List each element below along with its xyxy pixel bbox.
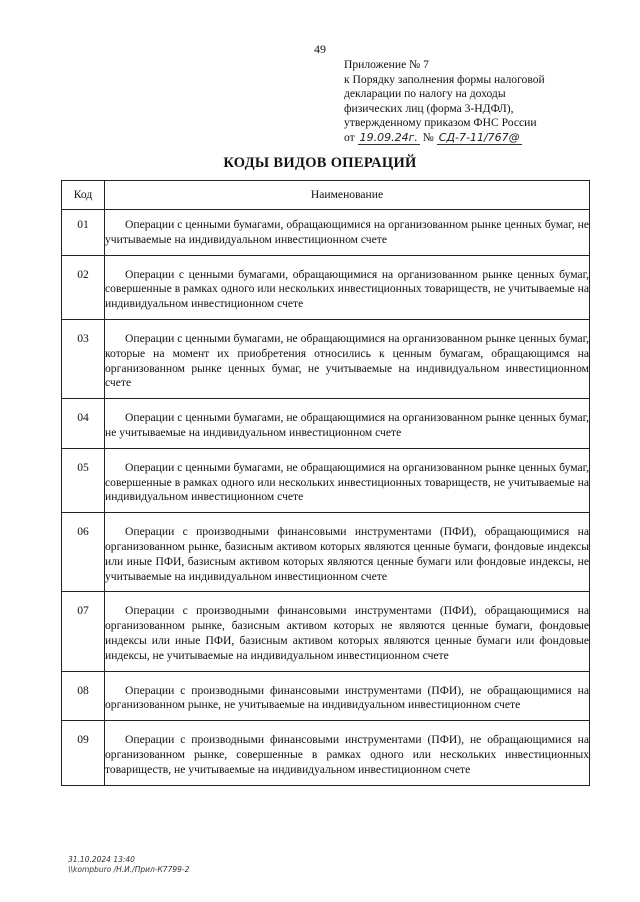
operation-name: Операции с ценными бумагами, обращающимися на организованном рынке ценных бумаг, не учитываемые на индивидуальном инвестиционном счете — [105, 218, 589, 246]
table-row — [62, 513, 590, 592]
from-label: от — [344, 130, 355, 144]
code-column-header: Код — [62, 181, 105, 210]
operation-name: Операции с производными финансовыми инструментами (ПФИ), не обращающимися на организованном рынке, не учитываемые на индивидуальном инвестиционном счете — [105, 683, 589, 712]
appendix-line: к Порядку заполнения формы налоговой — [344, 72, 545, 86]
operation-name: Операции с ценными бумагами, не обращающимися на организованном рынке ценных бумаг, не учитываемые на индивидуальном инвестиционном счете — [105, 411, 589, 439]
operation-name-cell — [105, 319, 590, 398]
appendix-header — [344, 58, 604, 146]
table-row — [62, 592, 590, 671]
file-reference: \\kompburo /Н.И./Прил-К7799-2 — [68, 865, 190, 874]
operation-name-cell — [105, 399, 590, 449]
operation-name-cell — [105, 721, 590, 785]
operation-name: Операции с ценными бумагами, обращающимися на организованном рынке ценных бумаг, совершенные в рамках одного или нескольких инвестиционных товариществ, не учитываемые на индивидуальном инвестиционном счете — [105, 267, 589, 311]
table-row — [62, 319, 590, 398]
table-row — [62, 671, 590, 721]
operation-name-cell — [105, 513, 590, 592]
appendix-line: физических лиц (форма 3-НДФЛ), — [344, 101, 514, 115]
operation-code: 06 — [62, 513, 105, 592]
operation-name: Операции с ценными бумагами, не обращающимися на организованном рынке ценных бумаг, которые на момент их приобретения относились к ценным бумагам, обращающимся на организованном рынке ценных бумаг, не учитываемые на индивидуальном инвестиционном счете — [105, 331, 589, 390]
print-footer — [68, 855, 189, 875]
operation-code: 07 — [62, 592, 105, 671]
table-row — [62, 448, 590, 512]
print-timestamp: 31.10.2024 13:40 — [68, 855, 135, 864]
operation-name: Операции с ценными бумагами, не обращающимися на организованном рынке ценных бумаг, совершенные в рамках одного или нескольких инвестиционных товариществ, не учитываемые на индивидуальном инвестиционном счете — [105, 460, 589, 504]
operation-name-cell — [105, 671, 590, 721]
handwritten-date: 19.09.24г. — [359, 130, 418, 144]
operation-code: 08 — [62, 671, 105, 721]
name-column-header: Наименование — [105, 181, 590, 210]
table-row — [62, 721, 590, 785]
operation-code: 05 — [62, 448, 105, 512]
operation-code: 04 — [62, 399, 105, 449]
operation-name-cell — [105, 210, 590, 256]
table-row — [62, 399, 590, 449]
page-number: 49 — [314, 42, 326, 56]
operation-name-cell — [105, 592, 590, 671]
operation-codes-table — [61, 180, 590, 786]
operation-name-cell — [105, 448, 590, 512]
table-header-row — [62, 181, 590, 210]
operation-name-cell — [105, 255, 590, 319]
order-date-number — [344, 131, 604, 146]
table-row — [62, 255, 590, 319]
operation-name: Операции с производными финансовыми инструментами (ПФИ), обращающимися на организованном рынке, базисным активом которых являются ценные бумаги, фондовые индексы или иные ПФИ, базисным активом которых являются ценные бумаги или фондовые индексы, не учитываемые на индивидуальном инвестиционном счете — [105, 525, 589, 583]
operation-code: 01 — [62, 210, 105, 256]
appendix-line: декларации по налогу на доходы — [344, 87, 506, 101]
document-title: КОДЫ ВИДОВ ОПЕРАЦИЙ — [223, 155, 417, 171]
operation-name: Операции с производными финансовыми инструментами (ПФИ), обращающимися на организованном рынке, базисным активом которых не являются ценные бумаги, фондовые индексы или иные ПФИ, базисным активом которых являются ценные бумаги или фондовые индексы, не учитываемые на индивидуальном инвестиционном счете — [105, 604, 589, 662]
operation-code: 02 — [62, 255, 105, 319]
operation-code: 03 — [62, 319, 105, 398]
appendix-line: утвержденному приказом ФНС России — [344, 116, 537, 130]
handwritten-order-number: СД-7-11/767@ — [438, 130, 520, 144]
number-label: № — [422, 130, 434, 144]
appendix-line: Приложение № 7 — [344, 58, 429, 71]
table-row — [62, 210, 590, 256]
table-body — [62, 210, 590, 786]
operation-code: 09 — [62, 721, 105, 785]
operation-name: Операции с производными финансовыми инструментами (ПФИ), не обращающимися на организованном рынке, совершенные в рамках одного или нескольких инвестиционных товариществ, не учитываемые на индивидуальном инвестиционном счете — [105, 733, 589, 776]
